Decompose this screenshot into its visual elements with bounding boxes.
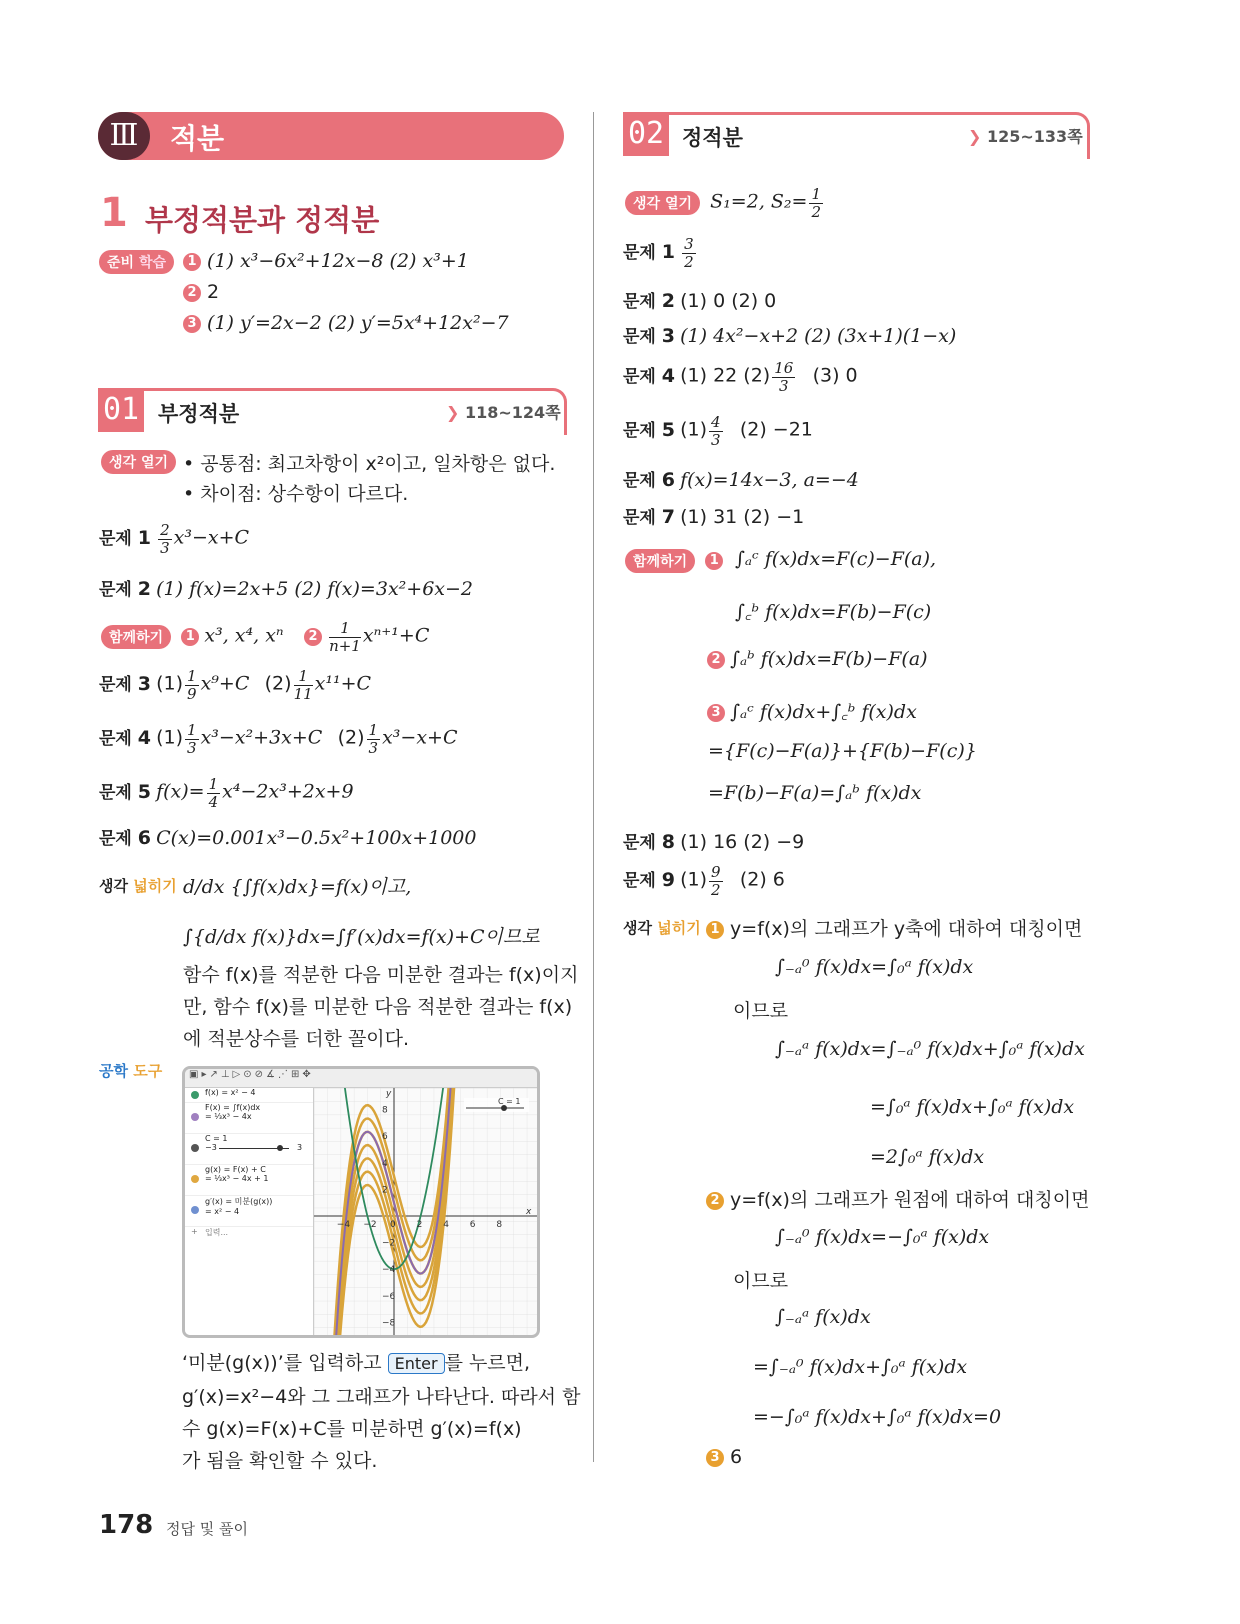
section-01-pages: ❯ 118~124쪽 bbox=[446, 403, 561, 422]
tool-label: 공학 도구 bbox=[99, 1062, 163, 1080]
unit-title: 부정적분과 정적분 bbox=[145, 203, 380, 237]
expand-line-2: ∫{d/dx f(x)}dx=∫f′(x)dx=f(x)+C이므로 bbox=[183, 926, 540, 948]
y-tick-label: −8 bbox=[382, 1318, 396, 1329]
expand-r-2a: ∫₋ₐ⁰ f(x)dx=−∫₀ᵃ f(x)dx bbox=[775, 1226, 990, 1248]
together-left: 함께하기 1 x³, x⁴, xⁿ 2 $\frac{1}{n+1}$ xⁿ⁺¹+C bbox=[101, 620, 429, 654]
expand-r-2e: =−∫₀ᵃ f(x)dx+∫₀ᵃ f(x)dx=0 bbox=[753, 1406, 1002, 1428]
open-label-right: 생각 열기 S₁=2, S₂= $\frac{1}{2}$ bbox=[625, 186, 825, 220]
expand-line-4: 만, 함수 f(x)를 미분한 다음 적분한 결과는 f(x) bbox=[183, 996, 573, 1018]
left-problem-3: 문제 3 (1) $\frac{1}{9}$ x⁹+C (2) $\frac{1}{11}$ x¹¹+C bbox=[99, 667, 372, 703]
algebra-panel bbox=[185, 1088, 314, 1335]
prep-label: 준비 학습 bbox=[99, 250, 174, 274]
right-problem-5: 문제 5 (1) $\frac{4}{3}$ (2) −21 bbox=[623, 413, 813, 449]
together-r-3: 3 ∫ₐᶜ f(x)dx+∫꜀ᵇ f(x)dx bbox=[707, 698, 917, 724]
slider-handle[interactable] bbox=[277, 1145, 283, 1151]
geogebra-toolbar[interactable]: ▣▸↗⊥▷⊙⊘∡⋰⊞✥ bbox=[185, 1069, 537, 1088]
x-tick-label: −4 bbox=[336, 1220, 351, 1230]
open-line-1: • 공통점: 최고차항이 x²이고, 일차항은 없다. bbox=[183, 453, 556, 475]
open-label-left: 생각 열기 bbox=[101, 450, 176, 474]
tool-line-3: 수 g(x)=F(x)+C를 미분하면 g′(x)=f(x) bbox=[182, 1418, 522, 1440]
together-r-3c: =F(b)−F(a)=∫ₐᵇ f(x)dx bbox=[708, 782, 922, 804]
geogebra-window bbox=[182, 1066, 540, 1338]
right-problem-1: 문제 1 $\frac{3}{2}$ bbox=[623, 235, 694, 271]
enter-key: Enter bbox=[388, 1353, 445, 1374]
left-problem-4: 문제 4 (1) $\frac{1}{3}$ x³−x²+3x+C (2) $\frac{1}{3}$ x³−x+C bbox=[99, 721, 458, 757]
axis-y-label: y bbox=[386, 1089, 392, 1099]
section-02-title: 정적분 bbox=[682, 126, 743, 150]
y-tick-label: 2 bbox=[382, 1185, 388, 1196]
y-tick-label: −2 bbox=[382, 1238, 396, 1249]
input-bar[interactable]: + 입력... bbox=[191, 1227, 229, 1237]
expand-r-1c: ∫₋ₐᵃ f(x)dx=∫₋ₐ⁰ f(x)dx+∫₀ᵃ f(x)dx bbox=[775, 1038, 1085, 1060]
expand-r-2: 2 y=f(x)의 그래프가 원점에 대하여 대칭이면 bbox=[706, 1185, 1089, 1212]
expand-line-3: 함수 f(x)를 적분한 다음 미분한 결과는 f(x)이지 bbox=[183, 964, 579, 986]
page-number: 178 bbox=[99, 1510, 154, 1540]
tool-line-4: 가 됨을 확인할 수 있다. bbox=[182, 1450, 378, 1472]
y-tick-label: 4 bbox=[382, 1158, 388, 1169]
expand-line-1: d/dx {∫f(x)dx}=f(x)이고, bbox=[183, 876, 412, 898]
y-tick-label: −6 bbox=[382, 1291, 396, 1302]
fraction: $\frac{2}{3}$ bbox=[160, 521, 170, 557]
prep-item-3: 3 (1) y′=2x−2 (2) y′=5x⁴+12x²−7 bbox=[183, 312, 509, 334]
prep-item-2: 2 2 bbox=[183, 281, 219, 303]
prep-item-1: 1 (1) x³−6x²+12x−8 (2) x³+1 bbox=[183, 250, 469, 272]
y-tick-label: −4 bbox=[382, 1265, 396, 1276]
column-divider bbox=[593, 112, 594, 1462]
together-r-1a: ∫ₐᶜ f(x)dx=F(c)−F(a), bbox=[735, 548, 937, 570]
slider-label: C = 1 bbox=[498, 1097, 521, 1106]
expand-r-2c: ∫₋ₐᵃ f(x)dx bbox=[775, 1306, 871, 1328]
section-01-number: 01 bbox=[98, 388, 144, 432]
algebra-row[interactable]: C = 1 −3 3 bbox=[185, 1134, 313, 1165]
expand-label-left: 생각 넓히기 bbox=[99, 877, 177, 895]
right-problem-2: 문제 2 (1) 0 (2) 0 bbox=[623, 290, 777, 312]
right-problem-7: 문제 7 (1) 31 (2) −1 bbox=[623, 506, 805, 528]
expand-line-5: 에 적분상수를 더한 꼴이다. bbox=[183, 1028, 410, 1050]
expand-r-2d: =∫₋ₐ⁰ f(x)dx+∫₀ᵃ f(x)dx bbox=[753, 1356, 968, 1378]
expand-r-1b: 이므로 bbox=[733, 1000, 789, 1022]
open-line-2: • 차이점: 상수항이 다르다. bbox=[183, 483, 409, 505]
left-problem-1: 문제 1 $\frac{2}{3}$ x³−x+C bbox=[99, 521, 250, 557]
section-02-number: 02 bbox=[623, 112, 669, 156]
x-tick-label: 2 bbox=[416, 1220, 423, 1230]
x-tick-label: 8 bbox=[496, 1220, 503, 1230]
expand-label-right: 생각 넓히기 bbox=[623, 919, 701, 937]
expand-r-3: 3 6 bbox=[706, 1446, 742, 1468]
left-problem-5: 문제 5 f(x)= $\frac{1}{4}$ x⁴−2x³+2x+9 bbox=[99, 775, 354, 811]
expand-r-1e: =2∫₀ᵃ f(x)dx bbox=[870, 1146, 985, 1168]
expand-r-1: 1 y=f(x)의 그래프가 y축에 대하여 대칭이면 bbox=[706, 914, 1082, 941]
together-r-3b: ={F(c)−F(a)}+{F(b)−F(c)} bbox=[708, 740, 977, 762]
y-tick-label: 8 bbox=[382, 1105, 388, 1116]
axis-x-label: x bbox=[526, 1207, 532, 1217]
together-r-2: 2 ∫ₐᵇ f(x)dx=F(b)−F(a) bbox=[707, 648, 928, 670]
tool-line-2: g′(x)=x²−4와 그 그래프가 나타난다. 따라서 함 bbox=[182, 1386, 581, 1408]
section-01-title: 부정적분 bbox=[158, 402, 240, 426]
footer-text: 정답 및 풀이 bbox=[166, 1520, 248, 1538]
expand-r-2b: 이므로 bbox=[733, 1270, 789, 1292]
x-tick-label: 4 bbox=[443, 1220, 449, 1230]
x-tick-label: 0 bbox=[390, 1220, 396, 1230]
graphics-view[interactable] bbox=[314, 1088, 537, 1335]
section-02-pages: ❯ 125~133쪽 bbox=[968, 127, 1083, 146]
chapter-banner bbox=[98, 112, 564, 160]
algebra-row[interactable]: f(x) = x² − 4 bbox=[185, 1088, 313, 1103]
chapter-numeral-badge: Ⅲ bbox=[98, 112, 150, 160]
x-tick-label: 6 bbox=[469, 1220, 476, 1230]
right-problem-8: 문제 8 (1) 16 (2) −9 bbox=[623, 831, 805, 853]
x-tick-label: −2 bbox=[363, 1220, 377, 1230]
right-problem-4: 문제 4 (1) 22 (2) $\frac{16}{3}$ (3) 0 bbox=[623, 359, 858, 395]
expand-r-1a: ∫₋ₐ⁰ f(x)dx=∫₀ᵃ f(x)dx bbox=[775, 956, 974, 978]
algebra-row[interactable]: F(x) = ∫f(x)dx = ⅓x³ − 4x bbox=[185, 1103, 313, 1134]
left-problem-2: 문제 2 (1) f(x)=2x+5 (2) f(x)=3x²+6x−2 bbox=[99, 578, 474, 600]
tool-line-1: ‘미분(g(x))’를 입력하고 Enter 를 누르면, bbox=[182, 1352, 531, 1374]
right-problem-9: 문제 9 (1) $\frac{9}{2}$ (2) 6 bbox=[623, 863, 785, 899]
together-right: 함께하기 1 bbox=[625, 549, 723, 573]
chevron-right-icon: ❯ bbox=[446, 403, 465, 422]
right-problem-6: 문제 6 f(x)=14x−3, a=−4 bbox=[623, 469, 859, 491]
algebra-row[interactable]: g′(x) = 미분(g(x)) = x² − 4 bbox=[185, 1196, 313, 1227]
right-problem-3: 문제 3 (1) 4x²−x+2 (2) (3x+1)(1−x) bbox=[623, 325, 957, 347]
chapter-title: 적분 bbox=[170, 122, 225, 155]
left-problem-6: 문제 6 C(x)=0.001x³−0.5x²+100x+1000 bbox=[99, 827, 477, 849]
unit-number: 1 bbox=[100, 190, 128, 236]
chevron-right-icon: ❯ bbox=[968, 127, 987, 146]
together-r-1b: ∫꜀ᵇ f(x)dx=F(b)−F(c) bbox=[735, 601, 932, 623]
expand-r-1d: =∫₀ᵃ f(x)dx+∫₀ᵃ f(x)dx bbox=[870, 1096, 1075, 1118]
y-tick-label: 6 bbox=[382, 1132, 388, 1143]
algebra-row[interactable]: g(x) = F(x) + C = ⅓x³ − 4x + 1 bbox=[185, 1165, 313, 1196]
